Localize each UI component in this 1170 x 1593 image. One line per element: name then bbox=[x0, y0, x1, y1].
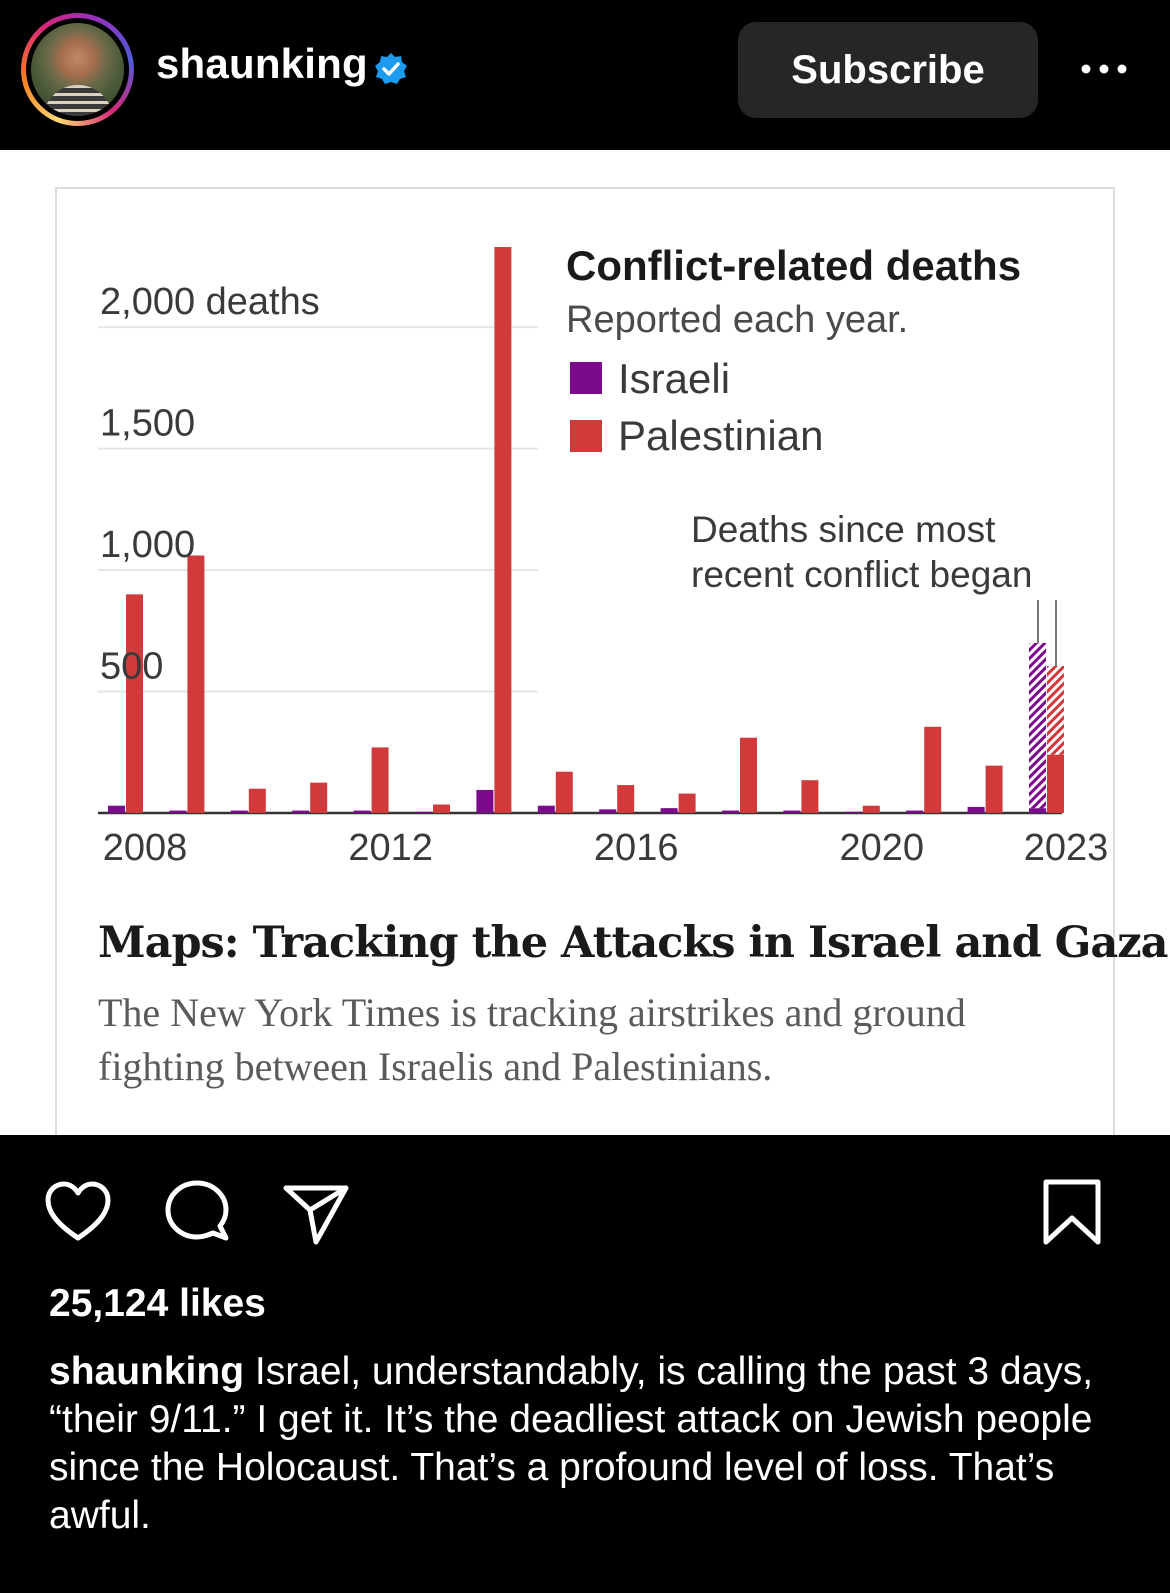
y-tick-label: 1,500 bbox=[100, 402, 196, 445]
bar-palestinian bbox=[801, 780, 818, 813]
bar-palestinian bbox=[924, 727, 941, 813]
bar-israeli bbox=[108, 806, 125, 813]
bar-palestinian bbox=[433, 804, 450, 813]
subscribe-button[interactable]: Subscribe bbox=[738, 22, 1038, 118]
y-tick-label: 500 bbox=[100, 645, 164, 688]
bar-israeli bbox=[661, 808, 678, 813]
x-tick-label: 2020 bbox=[839, 827, 925, 869]
bar-israeli bbox=[722, 811, 739, 813]
bar-palestinian bbox=[494, 247, 511, 813]
bar-israeli bbox=[292, 811, 309, 813]
bar-israeli bbox=[968, 807, 985, 813]
bar-palestinian bbox=[617, 785, 634, 813]
avatar[interactable] bbox=[21, 13, 134, 126]
more-horizontal-icon[interactable] bbox=[1080, 54, 1130, 84]
bar-palestinian bbox=[249, 789, 266, 813]
x-tick-label: 2012 bbox=[348, 827, 433, 869]
bar-palestinian bbox=[863, 806, 880, 813]
bar-palestinian bbox=[986, 766, 1003, 813]
article-description: The New York Times is tracking airstrikes and ground fighting between Israelis and Palestinians. bbox=[98, 990, 966, 1089]
legend-label-palestinian: Palestinian bbox=[618, 412, 824, 459]
legend-label-israeli: Israeli bbox=[618, 355, 731, 402]
bar-israeli bbox=[845, 812, 862, 813]
likes-count[interactable]: 25,124 likes bbox=[49, 1282, 266, 1325]
bar-palestinian bbox=[740, 738, 757, 813]
bar-israeli bbox=[354, 811, 371, 813]
bar-israeli bbox=[231, 811, 248, 813]
bar-israeli bbox=[169, 811, 186, 813]
bar-israeli bbox=[783, 811, 800, 813]
y-tick-label: 1,000 bbox=[100, 524, 196, 567]
x-tick-label: 2023 bbox=[1023, 827, 1109, 869]
bar-palestinian bbox=[1047, 755, 1064, 813]
legend-swatch-palestinian bbox=[570, 420, 602, 452]
bar-israeli bbox=[538, 806, 555, 813]
bar-palestinian bbox=[679, 794, 696, 813]
bar-israeli bbox=[906, 811, 923, 813]
annotation-line-1: Deaths since most bbox=[691, 509, 996, 550]
bar-palestinian bbox=[556, 772, 573, 813]
bar-israeli bbox=[1029, 808, 1046, 813]
share-icon[interactable] bbox=[280, 1176, 352, 1248]
bar-israeli bbox=[476, 790, 493, 813]
y-tick-label: 2,000 deaths bbox=[100, 281, 320, 324]
article-title[interactable]: Maps: Tracking the Attacks in Israel and Gaza bbox=[98, 918, 1168, 968]
post-caption bbox=[49, 1348, 1139, 1540]
annotation-line-2: recent conflict began bbox=[691, 554, 1033, 595]
username[interactable]: shaunking bbox=[156, 40, 368, 87]
chart-title: Conflict-related deaths bbox=[566, 242, 1022, 289]
bar-israeli-recent bbox=[1029, 643, 1046, 808]
caption-text: Israel, understandably, is calling the past 3 days, “their 9/11.” I get it. It’s the deadliest attack on Jewish people since the Holocaust. That’s a profound level of loss. That’s awful. bbox=[49, 1350, 1094, 1537]
bookmark-icon[interactable] bbox=[1036, 1176, 1108, 1248]
bar-palestinian-recent bbox=[1047, 666, 1064, 755]
x-tick-label: 2008 bbox=[102, 827, 188, 869]
post-image[interactable] bbox=[0, 150, 1170, 1135]
profile-photo-icon bbox=[31, 23, 124, 116]
bar-palestinian bbox=[126, 594, 143, 813]
bar-israeli bbox=[415, 812, 432, 813]
bar-palestinian bbox=[372, 747, 389, 813]
legend-swatch-israeli bbox=[570, 362, 602, 394]
action-bar bbox=[0, 1135, 1170, 1265]
x-tick-label: 2016 bbox=[593, 827, 679, 869]
chart-subtitle: Reported each year. bbox=[566, 299, 909, 341]
comment-icon[interactable] bbox=[160, 1176, 232, 1248]
bar-palestinian bbox=[187, 556, 204, 813]
post-header bbox=[0, 0, 1170, 150]
bar-israeli bbox=[599, 809, 616, 813]
verified-badge-icon bbox=[374, 52, 408, 86]
caption-username[interactable]: shaunking bbox=[49, 1350, 245, 1393]
heart-icon[interactable] bbox=[42, 1176, 114, 1248]
bar-palestinian bbox=[310, 783, 327, 813]
